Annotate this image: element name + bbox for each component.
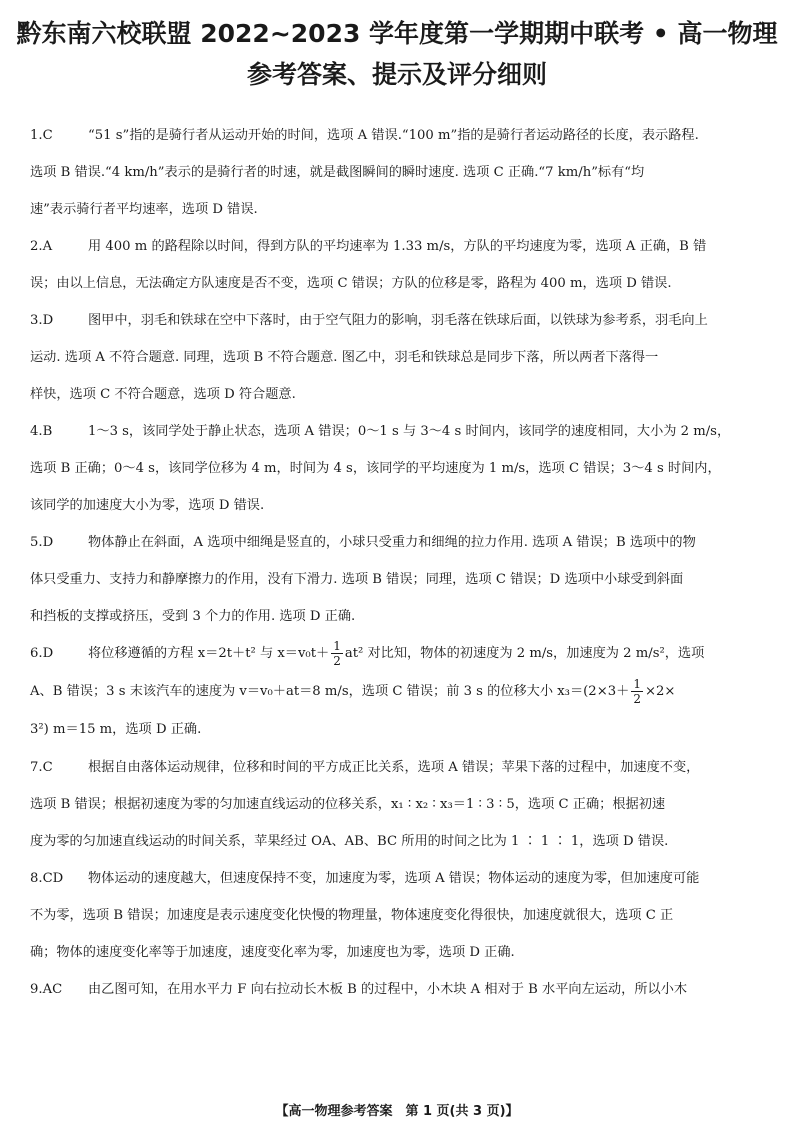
answer-number: 2.A <box>30 239 53 254</box>
answer-line: 不为零，选项 B 错误；加速度是表示速度变化快慢的物理量，物体速度变化得很快，加速度就很大，选项 C 正 <box>30 908 674 923</box>
answer-line: “51 s”指的是骑行者从运动开始的时间，选项 A 错误.“100 m”指的是骑行者运动路径的长度，表示路程. <box>88 128 699 143</box>
answer-item-8 <box>30 860 770 971</box>
answer-line: 用 400 m 的路程除以时间，得到方队的平均速率为 1.33 m/s，方队的平均速度为零，选项 A 正确，B 错 <box>88 239 707 254</box>
answer-line: 根据自由落体运动规律，位移和时间的平方成正比关系，选项 A 错误；苹果下落的过程中，加速度不变， <box>88 760 700 775</box>
answer-number: 3.D <box>30 313 54 328</box>
answer-line: 物体运动的速度越大，但速度保持不变，加速度为零，选项 A 错误；物体运动的速度为零，但加速度可能 <box>88 871 700 886</box>
fraction-denominator: 2 <box>333 654 341 668</box>
answer-item-7 <box>30 749 770 860</box>
document-subtitle: 参考答案、提示及评分细则 <box>246 60 547 89</box>
answer-line: A、B 错误；3 s 末该汽车的速度为 v＝v₀＋at＝8 m/s，选项 C 错误；前 3 s 的位移大小 x₃＝(2×3＋ <box>30 684 630 699</box>
answer-line: 该同学的加速度大小为零，选项 D 错误. <box>30 498 265 513</box>
fraction-one-half <box>631 677 643 706</box>
answer-line: 样快，选项 C 不符合题意，选项 D 符合题意. <box>30 387 296 402</box>
answer-line: 将位移遵循的方程 x＝2t＋t² 与 x＝v₀t＋ <box>88 646 330 661</box>
answer-line: 物体静止在斜面，A 选项中细绳是竖直的，小球只受重力和细绳的拉力作用. 选项 A 错误；B 选项中的物 <box>88 535 696 550</box>
fraction-numerator: 1 <box>633 677 641 691</box>
answer-list <box>30 117 770 1008</box>
fraction-denominator: 2 <box>633 692 641 706</box>
answer-number: 6.D <box>30 646 54 661</box>
answer-line: 运动. 选项 A 不符合题意. 同理，选项 B 不符合题意. 图乙中，羽毛和铁球总是同步下落，所以两者下落得一 <box>30 350 659 365</box>
answer-line: 图甲中，羽毛和铁球在空中下落时，由于空气阻力的影响，羽毛落在铁球后面，以铁球为参考系，羽毛向上 <box>88 313 708 328</box>
answer-item-6 <box>30 635 770 749</box>
answer-item-2 <box>30 228 770 302</box>
answer-line: 3²) m＝15 m，选项 D 正确. <box>30 722 202 737</box>
answer-line: 速”表示骑行者平均速率，选项 D 错误. <box>30 202 258 217</box>
answer-line: 和挡板的支撑或挤压，受到 3 个力的作用. 选项 D 正确. <box>30 609 356 624</box>
answer-line: 由乙图可知，在用水平力 F 向右拉动长木板 B 的过程中，小木块 A 相对于 B 水平向左运动，所以小木 <box>88 982 688 997</box>
answer-line: 选项 B 正确；0～4 s，该同学位移为 4 m，时间为 4 s，该同学的平均速度为 1 m/s，选项 C 错误；3～4 s 时间内， <box>30 461 721 476</box>
answer-line: ×2× <box>644 684 676 699</box>
answer-number: 7.C <box>30 760 53 775</box>
answer-number: 8.CD <box>30 871 64 886</box>
answer-number: 1.C <box>30 128 53 143</box>
answer-item-4 <box>30 413 770 524</box>
document-title: 黔东南六校联盟 2022~2023 学年度第一学期期中联考 • 高一物理 <box>16 19 778 48</box>
answer-line: 度为零的匀加速直线运动的时间关系，苹果经过 OA、AB、BC 所用的时间之比为 1 ∶ 1 ∶ 1，选项 D 错误. <box>30 834 669 849</box>
answer-line: 选项 B 错误；根据初速度为零的匀加速直线运动的位移关系，x₁ ∶ x₂ ∶ x₃＝1 ∶ 3 ∶ 5，选项 C 正确；根据初速 <box>30 797 666 812</box>
answer-item-5 <box>30 524 770 635</box>
answer-item-3 <box>30 302 770 413</box>
answer-item-9 <box>30 971 770 1008</box>
answer-line: 选项 B 错误.“4 km/h”表示的是骑行者的时速，就是截图瞬间的瞬时速度. 选项 C 正确.“7 km/h”标有“均 <box>30 165 645 180</box>
answer-line: 体只受重力、支持力和静摩擦力的作用，没有下滑力. 选项 B 错误；同理，选项 C 错误；D 选项中小球受到斜面 <box>30 572 684 587</box>
answer-number: 5.D <box>30 535 54 550</box>
answer-line: at² 对比知，物体的初速度为 2 m/s，加速度为 2 m/s²，选项 <box>344 646 705 661</box>
answer-line: 1～3 s，该同学处于静止状态，选项 A 错误；0～1 s 与 3～4 s 时间内，该同学的速度相同，大小为 2 m/s， <box>88 424 731 439</box>
answer-line: 误；由以上信息，无法确定方队速度是否不变，选项 C 错误；方队的位移是零，路程为 400 m，选项 D 错误. <box>30 276 672 291</box>
fraction-one-half <box>331 639 343 668</box>
answer-item-1 <box>30 117 770 228</box>
fraction-numerator: 1 <box>333 639 341 653</box>
answer-number: 4.B <box>30 424 53 439</box>
answer-number: 9.AC <box>30 982 63 997</box>
answer-line: 确；物体的速度变化率等于加速度，速度变化率为零，加速度也为零，选项 D 正确. <box>30 945 515 960</box>
page-footer: 【高一物理参考答案 第 1 页(共 3 页)】 <box>275 1104 519 1119</box>
